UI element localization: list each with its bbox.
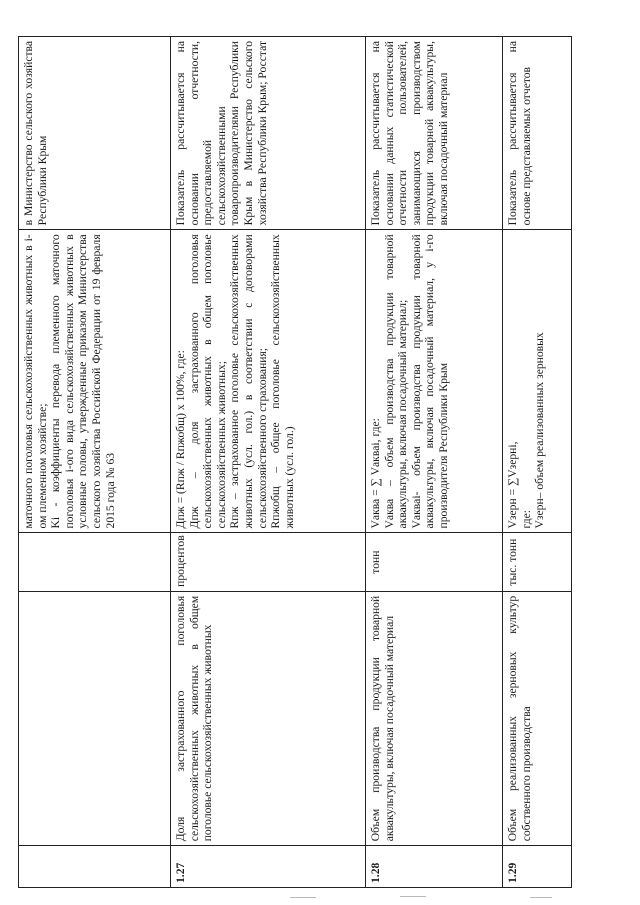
method-line: Vзерн– объем реализованных зерновых: [533, 332, 547, 529]
row-number: 1.27: [171, 846, 366, 888]
indicators-table: [18, 36, 572, 888]
unit-cell: тыс. тонн: [503, 533, 572, 591]
formula: Vаква = ∑ Vаквai, где:: [369, 418, 382, 529]
table-row: [171, 37, 366, 888]
calculation-method: [171, 230, 366, 533]
method-line: Ki - коэффициенты перевода племенного маточного поголовья i-ого вида сельскохозяйственных животных в условные головы, утвержденные приказом Министерства сельского хозяйства Российской Федерации от 19 февраля 2015 года № 63: [49, 234, 117, 529]
method-line: где:: [519, 510, 533, 529]
calculation-method: [366, 230, 503, 533]
calculation-method: [503, 230, 572, 533]
table-row: [19, 37, 171, 888]
method-line: маточного поголовья сельскохозяйственных животных в i-ом племенном хозяйстве;: [22, 234, 49, 529]
formula: Vзерн = ∑Vзернi,: [506, 441, 519, 529]
row-number: 1.29: [503, 846, 572, 888]
unit-cell: тонн: [366, 533, 503, 591]
method-line: Vаква – объем производства продукции товарной аквакультуры, включая посадочный материал;: [382, 234, 410, 529]
table-row: [366, 37, 503, 888]
table-row: [503, 37, 572, 888]
calculation-method: [19, 230, 171, 533]
method-line: Rпж – застрахованное поголовье сельскохозяйственных животных (усл. гол.) в соответствии с договорами сельскохозяйственного страхования;: [228, 234, 269, 529]
scan-mark: [530, 897, 552, 898]
scan-mark: [400, 896, 426, 897]
unit-cell: процентов: [171, 533, 366, 591]
scan-mark: [290, 897, 316, 898]
method-line: Дпж – доля застрахованного поголовья сельскохозяйственных животных в общем поголовье сельскохозяйственных животных;: [187, 234, 228, 529]
indicator-name: Доля застрахованного поголовья сельскохозяйственных животных в общем поголовье сельскохозяйственных животных: [171, 591, 366, 845]
data-source: Показатель рассчитывается на основании данных статистической отчетности пользователей, занимающихся производством продукции товарной аквакультуры, включая посадочный материал: [366, 37, 503, 230]
indicator-name: [19, 591, 171, 845]
method-line: Vаквai- объем производства продукции товарной аквакультуры, включая посадочный материал, у i-го производителя Республики Крым: [409, 234, 450, 529]
row-number: [19, 846, 171, 888]
rotated-page: [18, 36, 630, 888]
data-source: в Министерство сельского хозяйства Республики Крым: [19, 37, 171, 230]
indicator-name: Объем реализованных зерновых культур собственного производства: [503, 591, 572, 845]
data-source: Показатель рассчитывается на основе представляемых отчетов: [503, 37, 572, 230]
method-line: Rпжобщ – общее поголовье сельскохозяйственных животных (усл. гол.): [269, 234, 296, 529]
formula: Дпж = (Rпж / Rпжобщ) х 100%, где:: [174, 350, 187, 529]
row-number: 1.28: [366, 846, 503, 888]
indicator-name: Объем производства продукции товарной аквакультуры, включая посадочный материал: [366, 591, 503, 845]
unit-cell: [19, 533, 171, 591]
data-source: Показатель рассчитывается на основании отчетности, предоставляемой сельскохозяйственными товаропроизводителями Республики Крым в Министерство сельского хозяйства Республики Крым; Росстат: [171, 37, 366, 230]
